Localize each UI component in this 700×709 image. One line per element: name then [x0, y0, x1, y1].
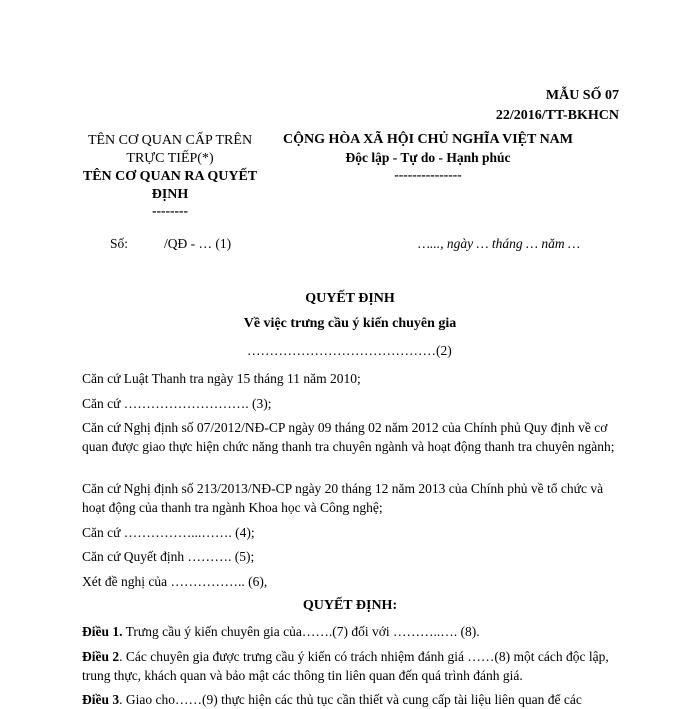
form-code: MẪU SỐ 07 — [545, 88, 619, 103]
preamble-item: Căn cứ ………………………. (3); — [82, 396, 272, 411]
issuing-authority: ……………………………………(2) — [247, 343, 452, 358]
document-title: QUYẾT ĐỊNH — [305, 291, 395, 306]
number-label: Số: — [110, 236, 129, 251]
preamble-item: Căn cứ Nghị định số 213/2013/NĐ-CP ngày 20 tháng 12 năm 2013 của Chính phủ về tổ chức và hoạt động của thanh tra ngành Khoa học và Công nghệ; — [82, 481, 604, 515]
decision-heading: QUYẾT ĐỊNH: — [302, 598, 398, 613]
right-divider: --------------- — [394, 167, 462, 182]
document-subject: Về việc trưng cầu ý kiến chuyên gia — [243, 316, 457, 331]
issuing-agency-line1: TÊN CƠ QUAN RA QUYẾT — [82, 169, 258, 184]
issue-date: …..., ngày … tháng … năm … — [418, 236, 581, 251]
parent-agency-line1: TÊN CƠ QUAN CẤP TRÊN — [87, 133, 253, 148]
preamble-item: Căn cứ Nghị định số 07/2012/NĐ-CP ngày 09 tháng 02 năm 2012 của Chính phủ Quy định về cơ quan được giao thực hiện chức năng thanh tra chuyên ngành và hoạt động thanh tra chuyên ngành; — [82, 420, 615, 454]
parent-agency-name — [80, 132, 260, 168]
left-divider: -------- — [152, 203, 188, 218]
article-text: . Các chuyên gia được trưng cầu ý kiến có trách nhiệm đánh giá ……(8) một cách độc lập, trung thực, khách quan và bảo mật các thông tin liên quan đến quá trình đánh giá. — [82, 649, 609, 683]
national-title: CỘNG HÒA XÃ HỘI CHỦ NGHĨA VIỆT NAM — [282, 132, 573, 147]
article-label: Điều 1. — [82, 624, 123, 639]
article-text: . Giao cho……(9) thực hiện các thủ tục cần thiết và cung cấp tài liệu liên quan để các — [119, 692, 582, 707]
preamble-item: Căn cứ Luật Thanh tra ngày 15 tháng 11 năm 2010; — [82, 371, 361, 386]
article-label: Điều 2 — [82, 649, 120, 664]
article-2 — [82, 647, 622, 685]
article-text: Trưng cầu ý kiến chuyên gia của…….(7) đối với ………..…. (8). — [122, 624, 480, 639]
preamble-item: Xét đề nghị của …………….. (6), — [82, 574, 268, 589]
national-motto: Độc lập - Tự do - Hạnh phúc — [345, 150, 511, 165]
issuing-agency-line2: ĐỊNH — [151, 187, 189, 202]
issuing-agency-name — [80, 168, 260, 204]
article-label: Điều 3 — [82, 692, 120, 707]
decision-number: /QĐ - … (1) — [164, 236, 232, 251]
parent-agency-line2: TRỰC TIẾP(*) — [126, 151, 214, 166]
article-1 — [82, 622, 622, 641]
preamble-item: Căn cứ Quyết định ………. (5); — [82, 549, 255, 564]
preamble-item: Căn cứ ……………...……. (4); — [82, 525, 255, 540]
form-circular-number: 22/2016/TT-BKHCN — [495, 108, 619, 123]
